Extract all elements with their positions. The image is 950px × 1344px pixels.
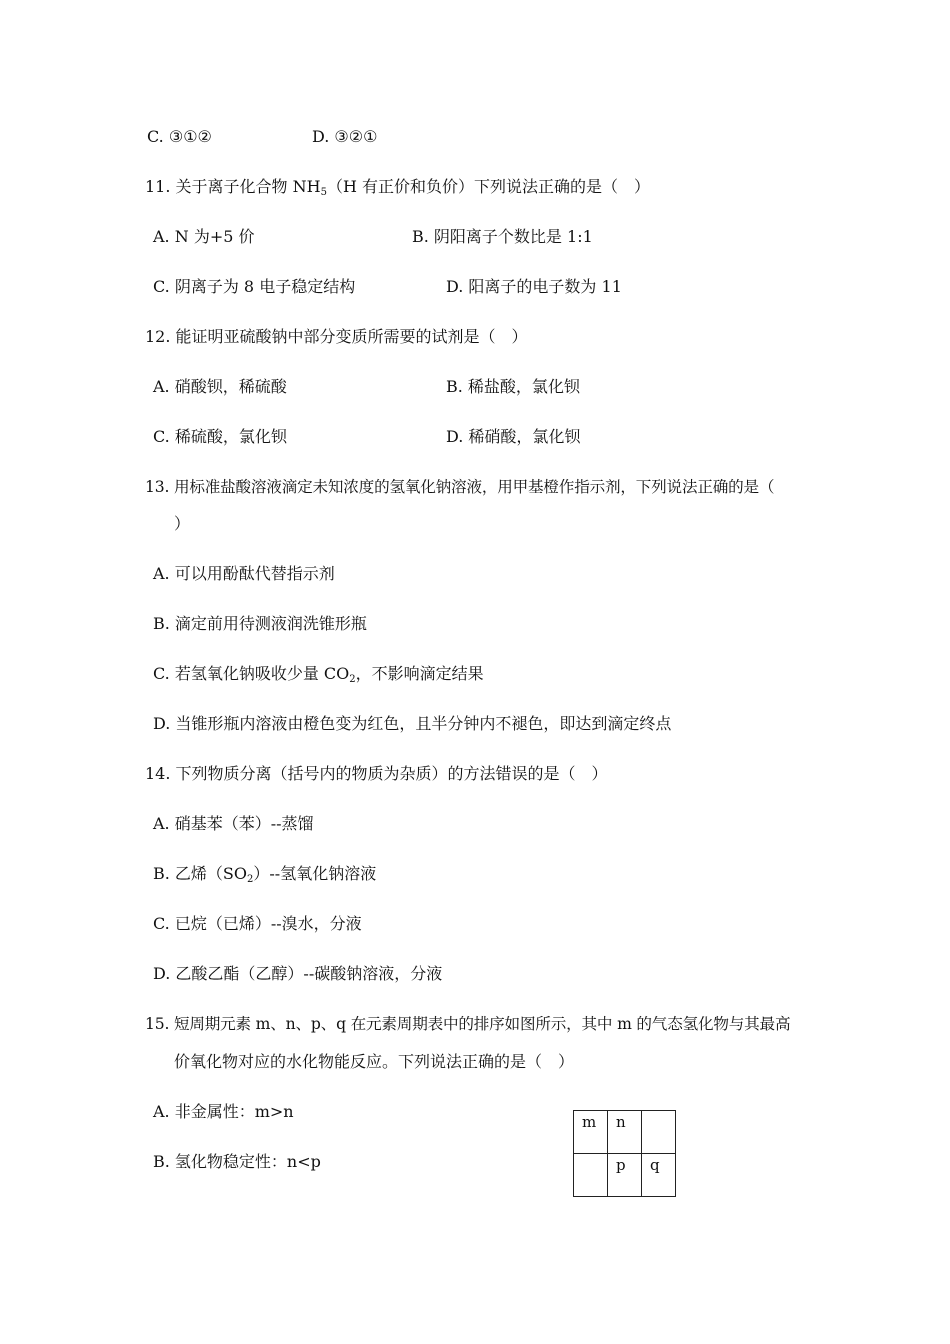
q12-stem: 12. 能证明亚硫酸钠中部分变质所需要的试剂是（ ） bbox=[145, 327, 528, 346]
q14-option-b-subscript: 2 bbox=[247, 874, 254, 885]
q12-option-b: B. 稀盐酸，氯化钡 bbox=[446, 377, 580, 396]
q11-stem-post: （H 有正价和负价）下列说法正确的是（ ） bbox=[326, 177, 650, 196]
q11-stem bbox=[145, 177, 650, 197]
q13-option-c bbox=[153, 664, 484, 684]
q11-stem-pre: 11. 关于离子化合物 NH bbox=[145, 177, 321, 196]
periodic-cell: n bbox=[608, 1111, 642, 1154]
q11-stem-subscript: 5 bbox=[320, 187, 327, 198]
q14-option-b bbox=[153, 864, 376, 884]
q12-option-d: D. 稀硝酸，氯化钡 bbox=[446, 427, 581, 446]
q15-option-a: A. 非金属性：m>n bbox=[153, 1102, 294, 1121]
q14-option-d: D. 乙酸乙酯（乙醇）--碳酸钠溶液，分液 bbox=[153, 964, 443, 983]
q10-option-c: C. ③①② bbox=[147, 127, 212, 146]
periodic-table-row bbox=[574, 1111, 676, 1154]
q13-stem-line2: ） bbox=[174, 514, 191, 533]
q12-option-c: C. 稀硫酸，氯化钡 bbox=[153, 427, 287, 446]
q11-option-d: D. 阳离子的电子数为 11 bbox=[446, 277, 622, 296]
q15-stem-line1: 15. 短周期元素 m、n、p、q 在元素周期表中的排序如图所示，其中 m 的气态氢化物与其最高 bbox=[145, 1015, 791, 1033]
q14-option-a: A. 硝基苯（苯）--蒸馏 bbox=[153, 814, 314, 833]
periodic-cell: m bbox=[574, 1111, 608, 1154]
q11-option-b: B. 阴阳离子个数比是 1:1 bbox=[412, 227, 593, 246]
q13-stem-line1: 13. 用标准盐酸溶液滴定未知浓度的氢氧化钠溶液，用甲基橙作指示剂，下列说法正确的是（ bbox=[145, 478, 775, 496]
q13-option-b: B. 滴定前用待测液润洗锥形瓶 bbox=[153, 614, 367, 633]
periodic-table-fragment bbox=[573, 1110, 676, 1197]
periodic-table-row bbox=[574, 1154, 676, 1197]
periodic-cell: p bbox=[608, 1154, 642, 1197]
q13-option-c-subscript: 2 bbox=[349, 674, 356, 685]
q15-option-b: B. 氢化物稳定性：n<p bbox=[153, 1152, 321, 1171]
q14-option-b-pre: B. 乙烯（SO bbox=[153, 864, 248, 883]
q10-option-d: D. ③②① bbox=[312, 127, 378, 146]
q15-stem-line2: 价氧化物对应的水化物能反应。下列说法正确的是（ ） bbox=[174, 1052, 575, 1071]
q12-option-a: A. 硝酸钡，稀硫酸 bbox=[153, 377, 287, 396]
q11-option-a: A. N 为+5 价 bbox=[153, 227, 255, 246]
periodic-cell bbox=[574, 1154, 608, 1197]
periodic-cell: q bbox=[642, 1154, 676, 1197]
q13-option-c-post: ，不影响滴定结果 bbox=[355, 664, 484, 683]
periodic-cell bbox=[642, 1111, 676, 1154]
q13-option-a: A. 可以用酚酞代替指示剂 bbox=[153, 564, 335, 583]
q13-option-c-pre: C. 若氢氧化钠吸收少量 CO bbox=[153, 664, 350, 683]
q11-option-c: C. 阴离子为 8 电子稳定结构 bbox=[153, 277, 356, 296]
q14-option-b-post: ）--氢氧化钠溶液 bbox=[253, 864, 377, 883]
q13-option-d: D. 当锥形瓶内溶液由橙色变为红色，且半分钟内不褪色，即达到滴定终点 bbox=[153, 714, 672, 733]
q14-stem: 14. 下列物质分离（括号内的物质为杂质）的方法错误的是（ ） bbox=[145, 764, 608, 783]
q14-option-c: C. 已烷（已烯）--溴水，分液 bbox=[153, 914, 362, 933]
